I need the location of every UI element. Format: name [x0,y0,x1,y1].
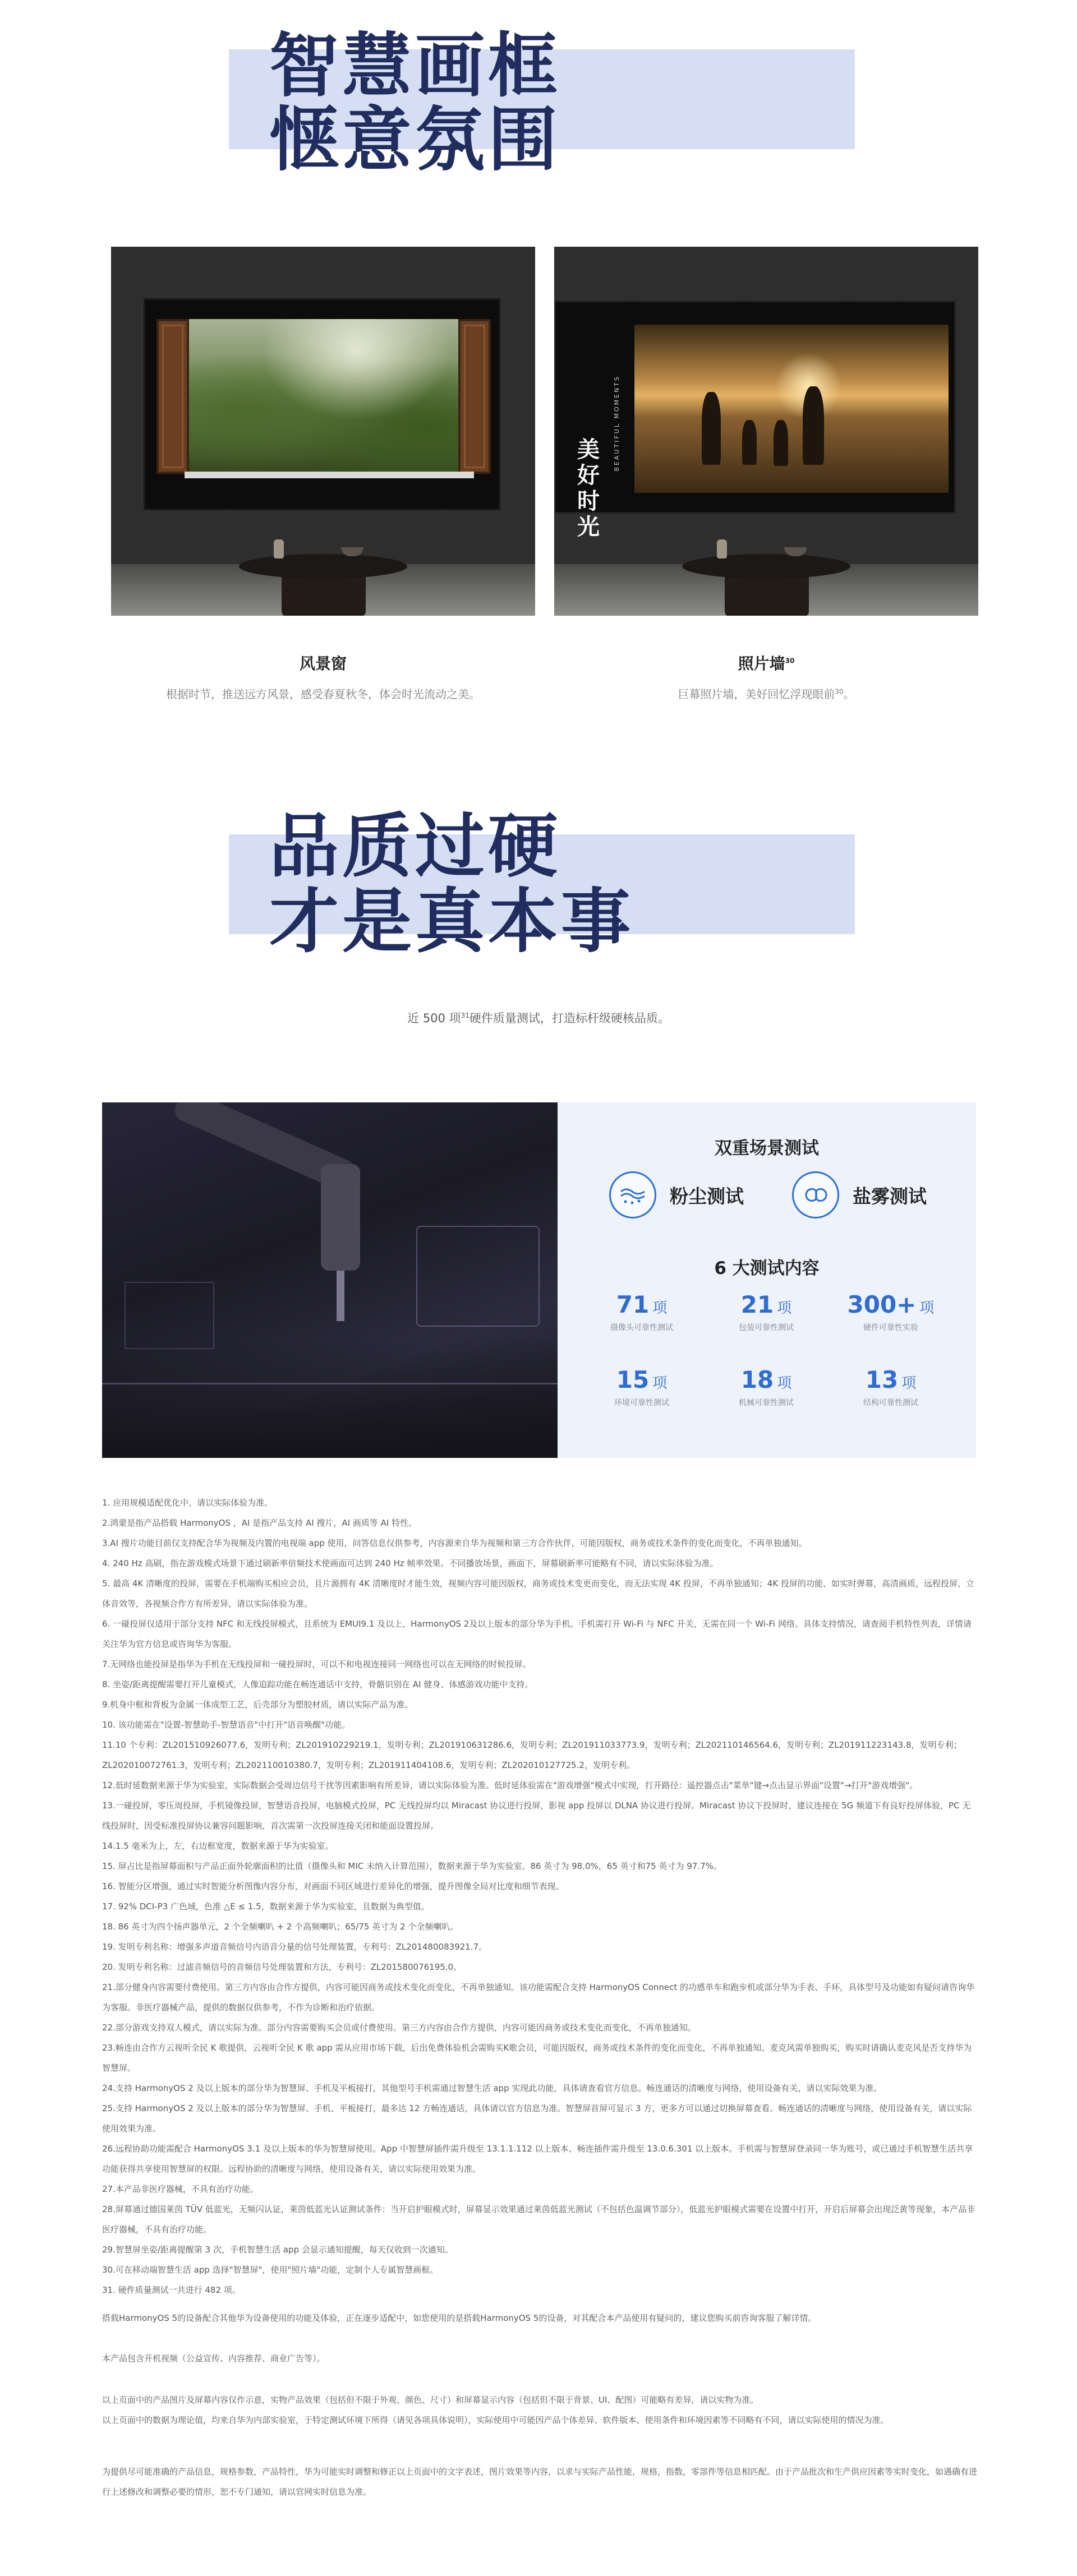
dust-test-label: 粉尘测试 [670,1185,744,1207]
photo-wall-description: 巨幕照片墙，美好回忆浮现眼前$^{30}$。 [678,687,855,701]
footnote-ref: 30 [835,687,844,696]
footnote-item: 17. 92% DCI-P3 广色域，色准 △E ≤ 1.5，数据来源于华为实验室，且数据为典型值。 [102,1901,430,1912]
salt-fog-test [792,1170,927,1220]
footnote-item: 30.可在移动端智慧生活 app 选择"智慧屏"，使用"照片墙"功能，定制个人专属智慧画框。 [102,2265,439,2275]
disclaimer-item: 以上页面中的数据为理论值，均来自华为内部实验室，于特定测试环境下所得（请见各项具体说明），实际使用中可能因产品个体差异、软件版本、使用条件和环境因素等不同略有不同，请以实际使用的情况为准。 [102,2415,889,2425]
footnote-item: 7.无网络也能投屏是指华为手机在无线投屏和一碰投屏时，可以不和电视连接同一网络也可以在无网络的时候投屏。 [102,1659,531,1669]
footnote-item: 15. 屏占比是指屏幕面积与产品正面外轮廓面积的比值（摄像头和 MIC 未纳入计算范围），数据来源于华为实验室。86 英寸为 98.0%，65 英寸和75 英寸为 97.7%。 [102,1861,722,1871]
footnote-item: 28.屏幕通过德国莱茵 TÜV 低蓝光，无频闪认证，莱茵低蓝光认证测试条件：当开启护眼模式时，屏幕显示效果通过莱茵低蓝光测试（不包括色温调节部分），低蓝光护眼模式需要在设置中打开，开启后屏幕会出现泛黄等现象，本产品非医疗器械，不具有治疗功能。 [102,2204,975,2235]
quality-intro: 近 500 项$^{31}$硬件质量测试，打造标杆级硬核品质。 [407,1012,670,1025]
salt-fog-icon [792,1171,839,1218]
footnote-item: 18. 86 英寸为四个扬声器单元，2 个全频喇叭 + 2 个高频喇叭；65/75 英寸为 2 个全频喇叭。 [102,1922,459,1932]
six-tests-title: 6 大测试内容 [714,1258,820,1278]
vase [274,539,284,558]
disclaimer-item: 搭载HarmonyOS 5的设备配合其他华为设备使用的功能及体验，正在逐步适配中，如您使用的是搭载HarmonyOS 5的设备，对其配合本产品使用有疑问的，建议您购买前咨询客服了解详情。 [102,2313,817,2323]
disclaimer-item: 为提供尽可能准确的产品信息，规格参数，产品特性，华为可能实时调整和修正以上页面中的文字表述，图片效果等内容，以求与实际产品性能，规格，指数，零部件等信息相匹配。由于产品批次和生产供应因素等实时变化，如遇确有进行上述修改和调整必要的情形，恕不专门通知，请以官网实时信息为准。 [102,2467,978,2497]
footnote-item: 19. 发明专利名称：增强多声道音频信号内语音分量的信号处理装置，专利号：ZL201480083921.7。 [102,1942,487,1952]
footnote-item: 5. 最高 4K 清晰度的投屏，需要在手机端购买相应会员，且片源拥有 4K 清晰度时才能生效，视频内容可能因版权，商务或技术变更而变化，而无法实现 4K 投屏，不再单独通知；4K 投屏的功能、如实时弹幕，高清画质，远程投屏，立体音效等，各视频合作方有所差异，请以实际体验为准。 [102,1578,974,1609]
headline-line-1: 智慧画框 [269,26,561,107]
window-sill [185,472,474,478]
test-summary-panel [558,1102,976,1458]
footnote-item: 29.智慧屏坐姿/距离提醒第 3 次，手机智慧生活 app 会显示通知提醒，每天仅收到一次通知。 [102,2245,453,2255]
coffee-table [239,554,407,579]
footnote-item: 11.10 个专利：ZL201510926077.6，发明专利；ZL201910229219.1，发明专利；ZL201910631286.6，发明专利；ZL201911033773.9，发明专利；ZL202110146564.6，发明专利；ZL201911223143.8，发明专利；ZL202010072761.3，发明专利；ZL202110010380.7，发明专利；ZL201911404108.6，发明专利；ZL202010127725.2，发明专利。 [102,1740,962,1770]
footnote-item: 22.部分游戏支持双人模式，请以实际为准。部分内容需要购买会员或付费使用。第三方内容由合作方提供，内容可能因商务或技术变化而变化，不再单独通知。 [102,2023,696,2033]
footnote-item: 4. 240 Hz 高刷，指在游戏模式场景下通过刷新率倍频技术使画面可达到 240 Hz 帧率效果。不同播放场景，画面下，屏幕刷新率可能略有不同，请以实际体验为准。 [102,1558,719,1568]
landscape-window-title: 风景窗 [299,654,347,673]
photo-wall-title: 照片墙$^{30}$ [738,654,795,673]
window-shutter-left [157,319,189,474]
stat-camera-reliability: 71 项 摄像头可靠性测试 [610,1291,673,1332]
disclaimer-item: 本产品包含开机视频（公益宣传、内容推荐、商业广告等）。 [102,2353,325,2363]
dust-icon [609,1171,656,1218]
stat-package-reliability: 21 项 包装可靠性测试 [739,1291,794,1332]
stat-environment-reliability: 15 项 环境可靠性测试 [614,1366,669,1407]
footnote-item: 26.远程协助功能需配合 HarmonyOS 3.1 及以上版本的华为智慧屏使用。App 中智慧屏插件需升级至 13.1.1.112 以上版本、畅连插件需升级至 13.0.6.301 以上版本。手机需与智慧屏登录同一华为账号，或已通过手机智慧生活共享功能获得共享使用智慧屏的权限。远程协助的清晰度与网络，使用设备有关，请以实际使用效果为准。 [102,2144,973,2174]
window-shutter-right [458,319,491,474]
disclaimer-item: 以上页面中的产品图片及屏幕内容仅作示意，实物产品效果（包括但不限于外观、颜色、尺寸）和屏幕显示内容（包括但不限于背景、UI、配图）可能略有差异，请以实物为准。 [102,2395,759,2405]
test-lab-image [102,1102,558,1458]
stat-mechanical-reliability: 18 项 机械可靠性测试 [739,1366,794,1407]
footnotes [102,1493,977,2300]
footnote-item: 10. 该功能需在"设置-智慧助手-智慧语音"中打开"语音唤醒"功能。 [102,1720,351,1730]
footnote-item: 16. 智能分区增强，通过实时智能分析图像内容分布，对画面不同区域进行差异化的增强，提升图像全局对比度和细节表现。 [102,1881,564,1891]
footnote-item: 13.一碰投屏，零压周投屏，手机镜像投屏，智慧语音投屏，电脑模式投屏，PC 无线投屏均以 Miracast 协议进行投屏，影视 app 投屏以 DLNA 协议进行投屏。Miracast 协议下投屏时，建议连接在 5G 频道下有良好投屏体验，PC 无线投屏时，因受标准投屏协议兼容问题影响，首次需第一次投屏连接关闭和能面设置投屏。 [102,1801,971,1831]
headline-line-2: 才是真本事 [269,881,634,962]
footnote-item: 3.AI 搜片功能目前仅支持配合华为视频及内置的电视端 app 使用，问答信息仅供参考，内容源来自华为视频和第三方合作伙伴，可能因版权，商务或技术条件的变化而变化，不再单独通知。 [102,1538,807,1548]
footnote-item: 23.畅连由合作方云视听全民 K 歌提供，云视听全民 K 歌 app 需从应用市场下载，后出免费体验机会需购买K歌会员，可能因版权，商务或技术条件的变化而变化，不再单独通知。麦克风需单独购买，购买时请确认麦克风是否支持华为智慧屏。 [102,2043,972,2073]
salt-fog-test-label: 盐雾测试 [853,1185,927,1207]
vase [717,539,727,558]
footnote-item: 9.机身中框和背板为金属一体成型工艺，后壳部分为塑胶材质，请以实际产品为准。 [102,1700,413,1710]
footnote-ref: 30 [785,657,795,665]
footnote-item: 31. 硬件质量测试一共进行 482 项。 [102,2285,241,2295]
footnote-item: 20. 发明专利名称：过滤音频信号的音频信号处理装置和方法，专利号：ZL201580076195.0。 [102,1962,462,1972]
footnote-item: 24.支持 HarmonyOS 2 及以上版本的部分华为智慧屏、手机及平板接打，其他型号手机需通过智慧生活 app 实现此功能，具体请查看官方信息。畅连通话的清晰度与网络，使用设备有关，请以实际效果为准。 [102,2083,882,2093]
footnote-item: 8. 坐姿/距离提醒需要打开儿童模式，人像追踪功能在畅连通话中支持，骨骼识别在 AI 健身、体感游戏功能中支持。 [102,1679,533,1689]
headline-line-2: 惬意氛围 [269,100,561,181]
tv-screen [144,298,500,510]
footnote-item: 1. 应用规模适配优化中，请以实际体验为准。 [102,1498,273,1508]
dust-test [609,1170,744,1220]
footnote-item: 25.支持 HarmonyOS 2 及以上版本的部分华为智慧屏、手机、平板接打，最多达 12 方畅连通话，具体请以官方信息为准。智慧屏首屏可显示 3 方，更多方可以通过切换屏幕查看。畅连通话的清晰度与网络，使用设备有关，请以实际使用效果为准。 [102,2103,972,2134]
stat-structure-reliability: 13 项 结构可靠性测试 [863,1366,918,1407]
photo-overlay-title: 美好时光 [577,437,600,540]
footnote-item: 12.低时延数据来源于华为实验室，实际数据会受周边信号干扰等因素影响有所差异，请以实际体验为准。低时延体验需在"游戏增强"模式中实现，打开路径：遥控器点击"菜单"键→点击显示界面"设置"→打开"游戏增强"。 [102,1780,918,1790]
footnote-item: 27.本产品非医疗器械，不具有治疗功能。 [102,2184,259,2194]
footnote-item: 14.1.5 毫米为上，左，右边框宽度，数据来源于华为实验室。 [102,1841,334,1851]
landscape-window-description: 根据时节，推送远方风景，感受春夏秋冬，体会时光流动之美。 [166,687,480,701]
footnote-item: 6. 一碰投屏仅适用于部分支持 NFC 和无线投屏模式，且系统为 EMUI9.1 及以上，HarmonyOS 2及以上版本的部分华为手机。手机需打开 Wi-Fi 与 NFC 开关，无需在同一个 Wi-Fi 网络。具体支持情况，请查阅手机特性列表，详情请关注华为官方信息或咨询华为客服。 [102,1619,972,1649]
landscape-window-image [111,247,535,616]
footnote-item: 2.鸿蒙是指产品搭载 HarmonyOS ，AI 是指产品支持 AI 搜片，AI 画质等 AI 特性。 [102,1518,417,1528]
tv-screen [554,301,956,540]
dual-scene-test-title: 双重场景测试 [715,1138,819,1158]
footnote-ref: 31 [461,1012,470,1019]
coffee-table [682,554,850,579]
headline-line-1: 品质过硬 [269,806,561,887]
stat-hardware-reliability: 300+ 项 硬件可靠性实验 [847,1291,935,1332]
forest-scene [189,319,470,474]
photo-wall-image [554,247,978,616]
footnote-item: 21.部分健身内容需要付费使用。第三方内容由合作方提供，内容可能因商务或技术变化而变化，不再单独通知。该功能需配合支持 HarmonyOS Connect 的功感单车和跑步机或部分华为手表、手环，具体型号及功能如有疑问请咨询华为客服。非医疗器械产品，提供的数据仅供参考，不作为诊断和治疗依据。 [102,1982,975,2012]
family-photo [634,325,949,493]
photo-overlay-subtitle: BEAUTIFUL MOMENTS [613,375,620,472]
